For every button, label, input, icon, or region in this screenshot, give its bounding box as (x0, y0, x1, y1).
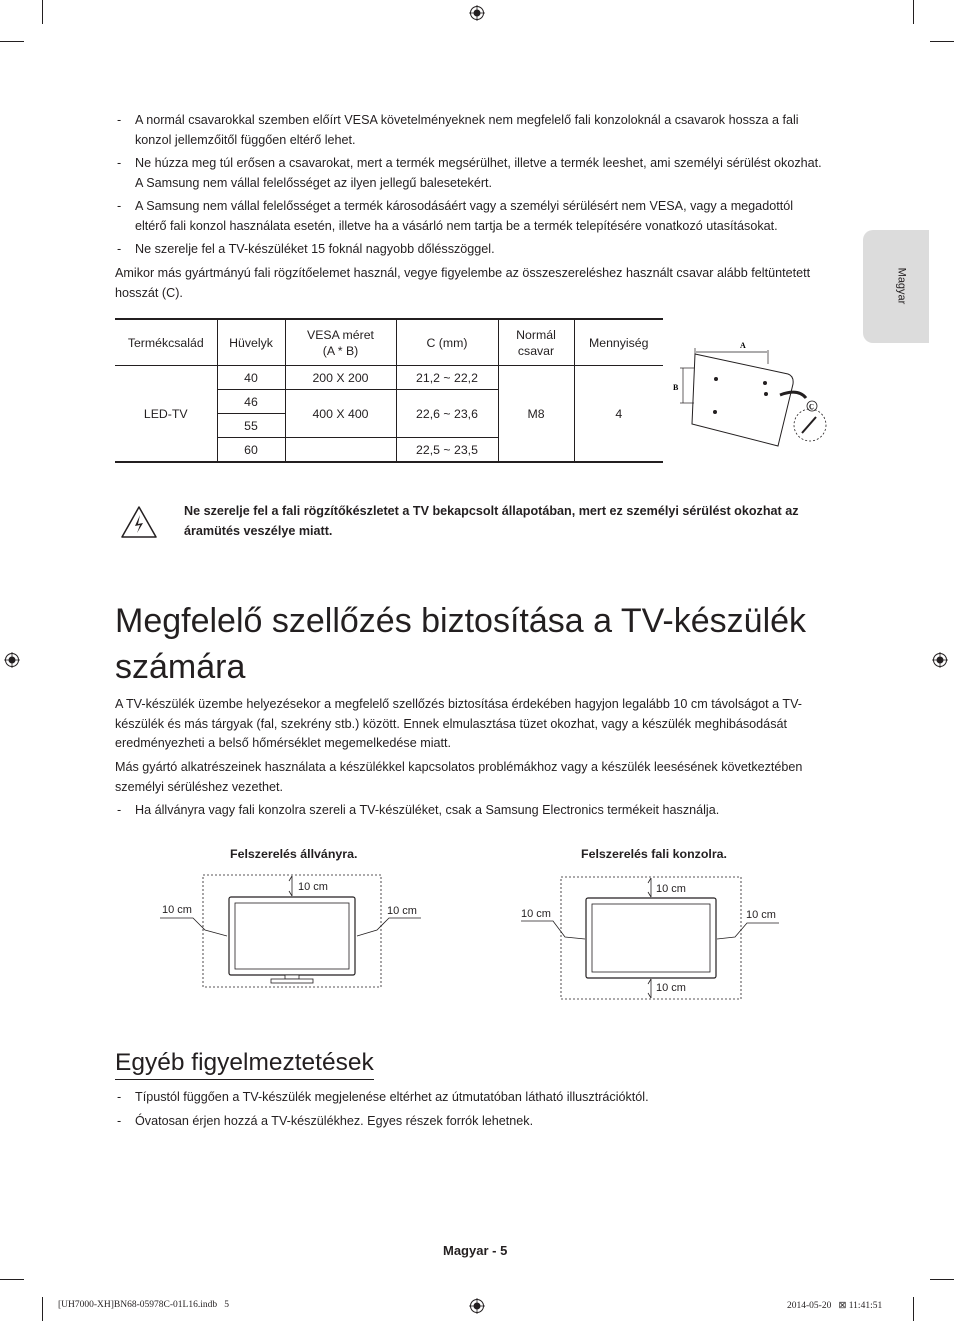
dim-text: 10 cm (521, 908, 551, 920)
registration-mark-icon (932, 652, 948, 668)
dim-text: 10 cm (387, 905, 417, 917)
list-item: - Ne szerelje fel a TV-készüléket 15 foknál nagyobb dőlésszöggel. (117, 242, 495, 256)
stand-ventilation-diagram (155, 870, 425, 990)
table-cell: 40 (217, 366, 285, 390)
crop-mark (0, 41, 24, 42)
page-number: Magyar - 5 (443, 1243, 508, 1258)
dim-text: 10 cm (746, 909, 776, 921)
table-cell: 22,5 ~ 23,5 (396, 438, 498, 463)
dim-text: 10 cm (298, 881, 328, 893)
print-slug-right: 2014-05-20 ⊠ 11:41:51 (787, 1301, 883, 1311)
table-cell-screw: M8 (498, 366, 574, 463)
list-item: - A normál csavarokkal szemben előírt VESA követelményeknek nem megfelelő fali konzoloknál a csavarok hossza a fali konzol jellemzőitől függően eltérő lehet. (117, 113, 799, 147)
print-slug-left: [UH7000-XH]BN68-05978C-01L16.indb 5 (58, 1300, 229, 1310)
table-header (285, 319, 396, 366)
ventilation-paragraph: Más gyártó alkatrészeinek használata a készülékkel kapcsolatos problémákhoz vagy a készülék leesésének következtében személyi sérüléshez vezethet. (115, 760, 803, 794)
table-cell: 60 (217, 438, 285, 463)
section-heading: Egyéb figyelmeztetések (115, 1047, 374, 1080)
page-title: Megfelelő szellőzés biztosítása a TV-készülék számára (115, 602, 807, 686)
table-header: Termékcsalád (115, 319, 217, 366)
crop-mark (42, 0, 43, 24)
wall-ventilation-diagram (515, 873, 785, 1003)
table-cell (285, 438, 396, 463)
intro-paragraph: Amikor más gyártmányú fali rögzítőelemet használ, vegye figyelembe az összeszereléshez használt csavar alább feltüntetett hosszát (C). (115, 266, 811, 300)
warning-text: Ne szerelje fel a fali rögzítőkészletet a TV bekapcsolt állapotában, mert ez személyi sérülést okozhat az áramütés veszélye miatt. (184, 504, 799, 538)
wall-diagram-label: Felszerelés fali konzolra. (581, 847, 727, 861)
dim-text: 10 cm (162, 904, 192, 916)
table-row (115, 366, 663, 390)
table-header-text: VESA méret (A * B) (307, 327, 374, 358)
registration-mark-icon (469, 5, 485, 21)
list-item: - Óvatosan érjen hozzá a TV-készülékhez. Egyes részek forrók lehetnek. (117, 1114, 534, 1128)
dim-label-a: A (740, 341, 746, 350)
table-header: Mennyiség (574, 319, 663, 366)
table-cell-family: LED-TV (115, 366, 217, 463)
table-cell: 55 (217, 414, 285, 438)
side-tab-label: Magyar (895, 267, 908, 305)
language-side-tab (863, 230, 929, 343)
dim-text: 10 cm (656, 883, 686, 895)
table-header: C (mm) (396, 319, 498, 366)
list-item: - A Samsung nem vállal felelősséget a termék károsodásáért vagy a személyi sérülésért nem VESA, vagy a megadottól eltérő fali konzol használata esetén, illetve ha a vásárló nem tartja be a termék telepítésére vonatkozó utasításokat. (117, 199, 793, 233)
table-cell-quantity: 4 (574, 366, 663, 463)
dim-label-c: C (809, 403, 815, 411)
crop-mark (42, 1297, 43, 1321)
table-cell: 21,2 ~ 22,2 (396, 366, 498, 390)
crop-mark (913, 1297, 914, 1321)
crop-mark (930, 1279, 954, 1280)
table-cell: 200 X 200 (285, 366, 396, 390)
table-cell: 22,6 ~ 23,6 (396, 390, 498, 438)
table-header (498, 319, 574, 366)
list-item: - Ne húzza meg túl erősen a csavarokat, mert a termék megsérülhet, illetve a termék leeshet, ami személyi sérülést okozhat. A Samsung nem vállal felelősséget az ilyen jellegű balesetekért. (117, 156, 822, 190)
registration-mark-icon (469, 1298, 485, 1314)
crop-mark (913, 0, 914, 24)
electric-shock-warning-icon (120, 505, 158, 539)
crop-mark (930, 41, 954, 42)
dim-label-b: B (673, 383, 679, 392)
table-header-text: Normál csavar (516, 327, 556, 358)
table-cell: 46 (217, 390, 285, 414)
crop-mark (0, 1279, 24, 1280)
dim-text: 10 cm (656, 982, 686, 994)
registration-mark-icon (4, 652, 20, 668)
list-item: - Ha állványra vagy fali konzolra szereli a TV-készüléket, csak a Samsung Electronics termékeit használja. (117, 803, 720, 817)
stand-diagram-label: Felszerelés állványra. (230, 847, 358, 861)
wall-mount-illustration (670, 328, 830, 448)
table-cell: 400 X 400 (285, 390, 396, 438)
table-header: Hüvelyk (217, 319, 285, 366)
table-header-row (115, 319, 663, 366)
list-item: - Típustól függően a TV-készülék megjelenése eltérhet az útmutatóban látható illusztrációktól. (117, 1090, 649, 1104)
screw-spec-table (115, 318, 663, 463)
ventilation-paragraph: A TV-készülék üzembe helyezésekor a megfelelő szellőzés biztosítása érdekében hagyjon legalább 10 cm távolságot a TV-készülék és más tárgyak (fal, szekrény stb.) között. Ennek elmulasztása tüzet okozhat, vagy a készülék meghibásodását eredményezheti a belső hőmérséklet megemelkedése miatt. (115, 697, 802, 750)
